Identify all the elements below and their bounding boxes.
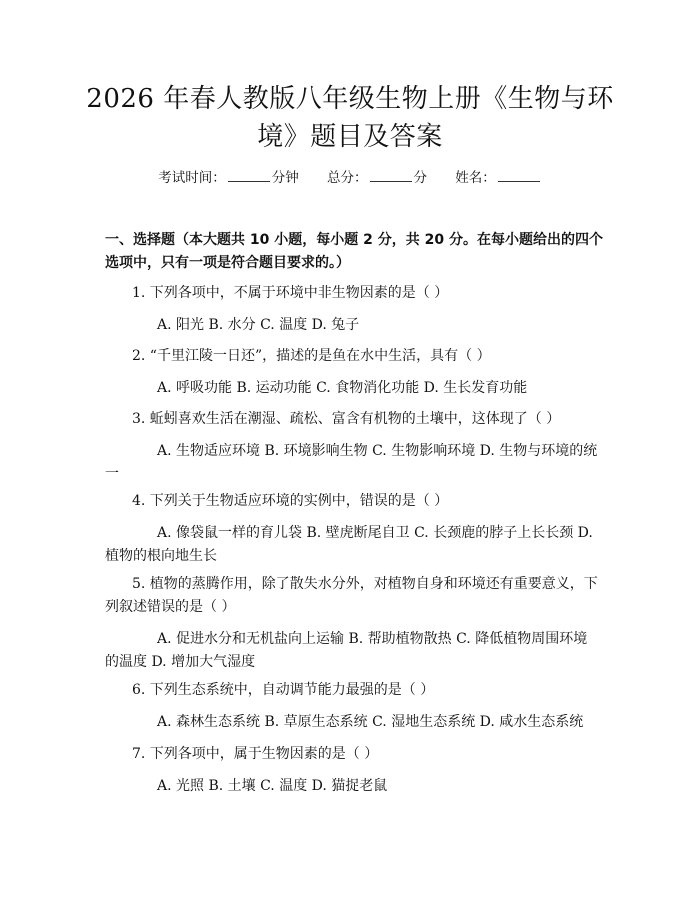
- question-options: A. 促进水分和无机盐向上运输 B. 帮助植物散热 C. 降低植物周围环境的温度 D. 增加大气湿度: [105, 631, 588, 670]
- name-blank: [498, 169, 540, 182]
- question-options: A. 呼吸功能 B. 运动功能 C. 食物消化功能 D. 生长发育功能: [157, 380, 528, 396]
- title-line-2: 境》题目及答案: [257, 122, 443, 152]
- student-name: [455, 168, 542, 188]
- question-stem: 5. 植物的蒸腾作用，除了散失水分外，对植物自身和环境还有重要意义，下列叙述错误的是（ ）: [105, 576, 598, 615]
- question-3: [105, 408, 600, 486]
- question-stem: 4. 下列关于生物适应环境的实例中，错误的是（ ）: [132, 493, 449, 509]
- time-label: 考试时间：: [158, 170, 226, 186]
- question-7: [105, 743, 600, 798]
- time-blank: [228, 169, 270, 182]
- total-score: [327, 168, 427, 188]
- question-4: [105, 490, 600, 568]
- question-2: [105, 345, 600, 400]
- exam-info: [0, 168, 700, 188]
- question-6: [105, 679, 600, 734]
- title-line-1: 2026 年春人教版八年级生物上册《生物与环: [86, 84, 614, 114]
- name-label: 姓名：: [455, 170, 496, 186]
- score-unit: 分: [413, 170, 427, 186]
- question-5: [105, 573, 600, 674]
- exam-time: [158, 168, 299, 188]
- question-options: A. 森林生态系统 B. 草原生态系统 C. 湿地生态系统 D. 咸水生态系统: [157, 714, 584, 730]
- question-stem: 3. 蚯蚓喜欢生活在潮湿、疏松、富含有机物的土壤中，这体现了（ ）: [132, 411, 561, 427]
- question-stem: 1. 下列各项中，不属于环境中非生物因素的是（ ）: [132, 285, 449, 301]
- question-options: A. 光照 B. 土壤 C. 温度 D. 猫捉老鼠: [157, 778, 388, 794]
- question-options: A. 像袋鼠一样的育儿袋 B. 壁虎断尾自卫 C. 长颈鹿的脖子上长长颈 D. 植物的根向地生长: [105, 525, 593, 564]
- page-title: [60, 80, 640, 156]
- question-stem: 7. 下列各项中，属于生物因素的是（ ）: [132, 746, 379, 762]
- score-blank: [370, 169, 412, 182]
- question-options: A. 生物适应环境 B. 环境影响生物 C. 生物影响环境 D. 生物与环境的统一: [105, 443, 598, 482]
- score-label: 总分：: [327, 170, 368, 186]
- time-unit: 分钟: [271, 170, 299, 186]
- question-stem: 2. “千里江陵一日还”，描述的是鱼在水中生活，具有（ ）: [132, 348, 491, 364]
- question-1: [105, 282, 600, 337]
- question-stem: 6. 下列生态系统中，自动调节能力最强的是（ ）: [132, 682, 435, 698]
- question-options: A. 阳光 B. 水分 C. 温度 D. 兔子: [157, 317, 360, 333]
- section-heading: 一、选择题（本大题共 10 小题，每小题 2 分，共 20 分。在每小题给出的四个选项中，只有一项是符合题目要求的。）: [105, 232, 603, 271]
